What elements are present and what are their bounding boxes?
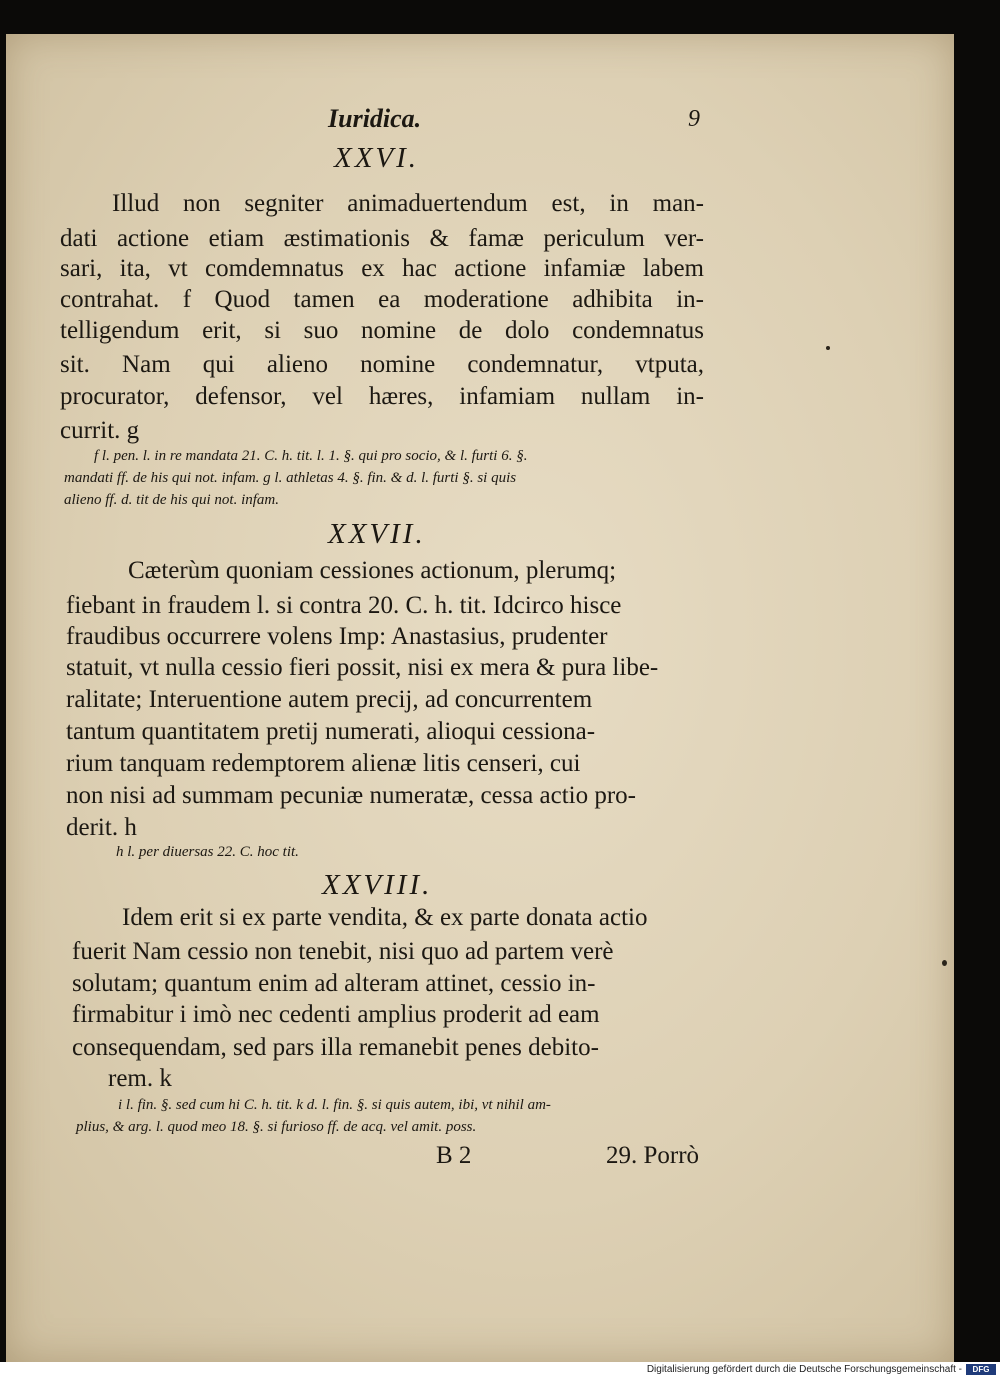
footnote-line: plius, & arg. l. quod meo 18. §. si furioso ff. de acq. vel amit. poss.	[76, 1119, 477, 1135]
footnote-line: h l. per diuersas 22. C. hoc tit.	[116, 844, 299, 860]
text-line: sari, ita, vt comdemnatus ex hac actione infamiæ labem	[60, 255, 704, 282]
signature-mark: B 2	[436, 1142, 472, 1169]
text-line: ralitate; Interuentione autem precij, ad concurrentem	[66, 686, 593, 713]
text-line: sit. Nam qui alieno nomine condemnatur, vtputa,	[60, 351, 704, 378]
text-line: telligendum erit, si suo nomine de dolo condemnatus	[60, 317, 704, 344]
footnote-line: i l. fin. §. sed cum hi C. h. tit. k d. l. fin. §. si quis autem, ibi, vt nihil am-	[118, 1097, 551, 1113]
text-line: Illud non segniter animaduertendum est, in man-	[112, 190, 704, 217]
footnote-line: alieno ff. d. tit de his qui not. infam.	[64, 492, 279, 508]
page-number: 9	[688, 106, 700, 132]
text-line: derit. h	[66, 814, 137, 841]
section-heading-xxvii: XXVII.	[328, 518, 426, 550]
text-line: tantum quantitatem pretij numerati, alioqui cessiona-	[66, 718, 596, 745]
text-line: non nisi ad summam pecuniæ numeratæ, cessa actio pro-	[66, 782, 637, 809]
section-heading-xxviii: XXVIII.	[322, 869, 433, 901]
text-line: rium tanquam redemptorem alienæ litis censeri, cui	[66, 750, 581, 777]
ink-speck	[942, 960, 947, 966]
text-line: procurator, defensor, vel hæres, infamiam nullam in-	[60, 383, 704, 410]
text-line: solutam; quantum enim ad alteram attinet, cessio in-	[72, 970, 596, 997]
text-line: contrahat. f Quod tamen ea moderatione adhibita in-	[60, 286, 704, 313]
text-line: dati actione etiam æstimationis & famæ periculum ver-	[60, 225, 704, 252]
digitization-credit: Digitalisierung gefördert durch die Deutsche Forschungsgemeinschaft -	[646, 1364, 962, 1375]
text-line: firmabitur i imò nec cedenti amplius proderit ad eam	[72, 1001, 600, 1028]
footnote-line: f l. pen. l. in re mandata 21. C. h. tit. l. 1. §. qui pro socio, & l. furti 6. §.	[94, 448, 528, 464]
text-line: statuit, vt nulla cessio fieri possit, nisi ex mera & pura libe-	[66, 654, 659, 681]
ink-speck	[826, 346, 830, 350]
text-line: Idem erit si ex parte vendita, & ex parte donata actio	[122, 904, 648, 931]
running-head: Iuridica.	[328, 104, 422, 133]
text-line: currit. g	[60, 417, 140, 444]
dfg-logo: DFG	[966, 1364, 996, 1375]
text-line: fuerit Nam cessio non tenebit, nisi quo ad partem verè	[72, 938, 614, 965]
catchword: 29. Porrò	[606, 1142, 700, 1169]
text-line: rem. k	[108, 1065, 172, 1092]
footnote-line: mandati ff. de his qui not. infam. g l. athletas 4. §. fin. & d. l. furti §. si quis	[64, 470, 517, 486]
text-line: Cæterùm quoniam cessiones actionum, plerumq;	[128, 557, 617, 584]
text-line: fraudibus occurrere volens Imp: Anastasius, prudenter	[66, 623, 608, 650]
text-line: consequendam, sed pars illa remanebit penes debito-	[72, 1034, 599, 1061]
section-heading-xxvi: XXVI.	[334, 142, 420, 174]
text-line: fiebant in fraudem l. si contra 20. C. h. tit. Idcirco hisce	[66, 592, 622, 619]
